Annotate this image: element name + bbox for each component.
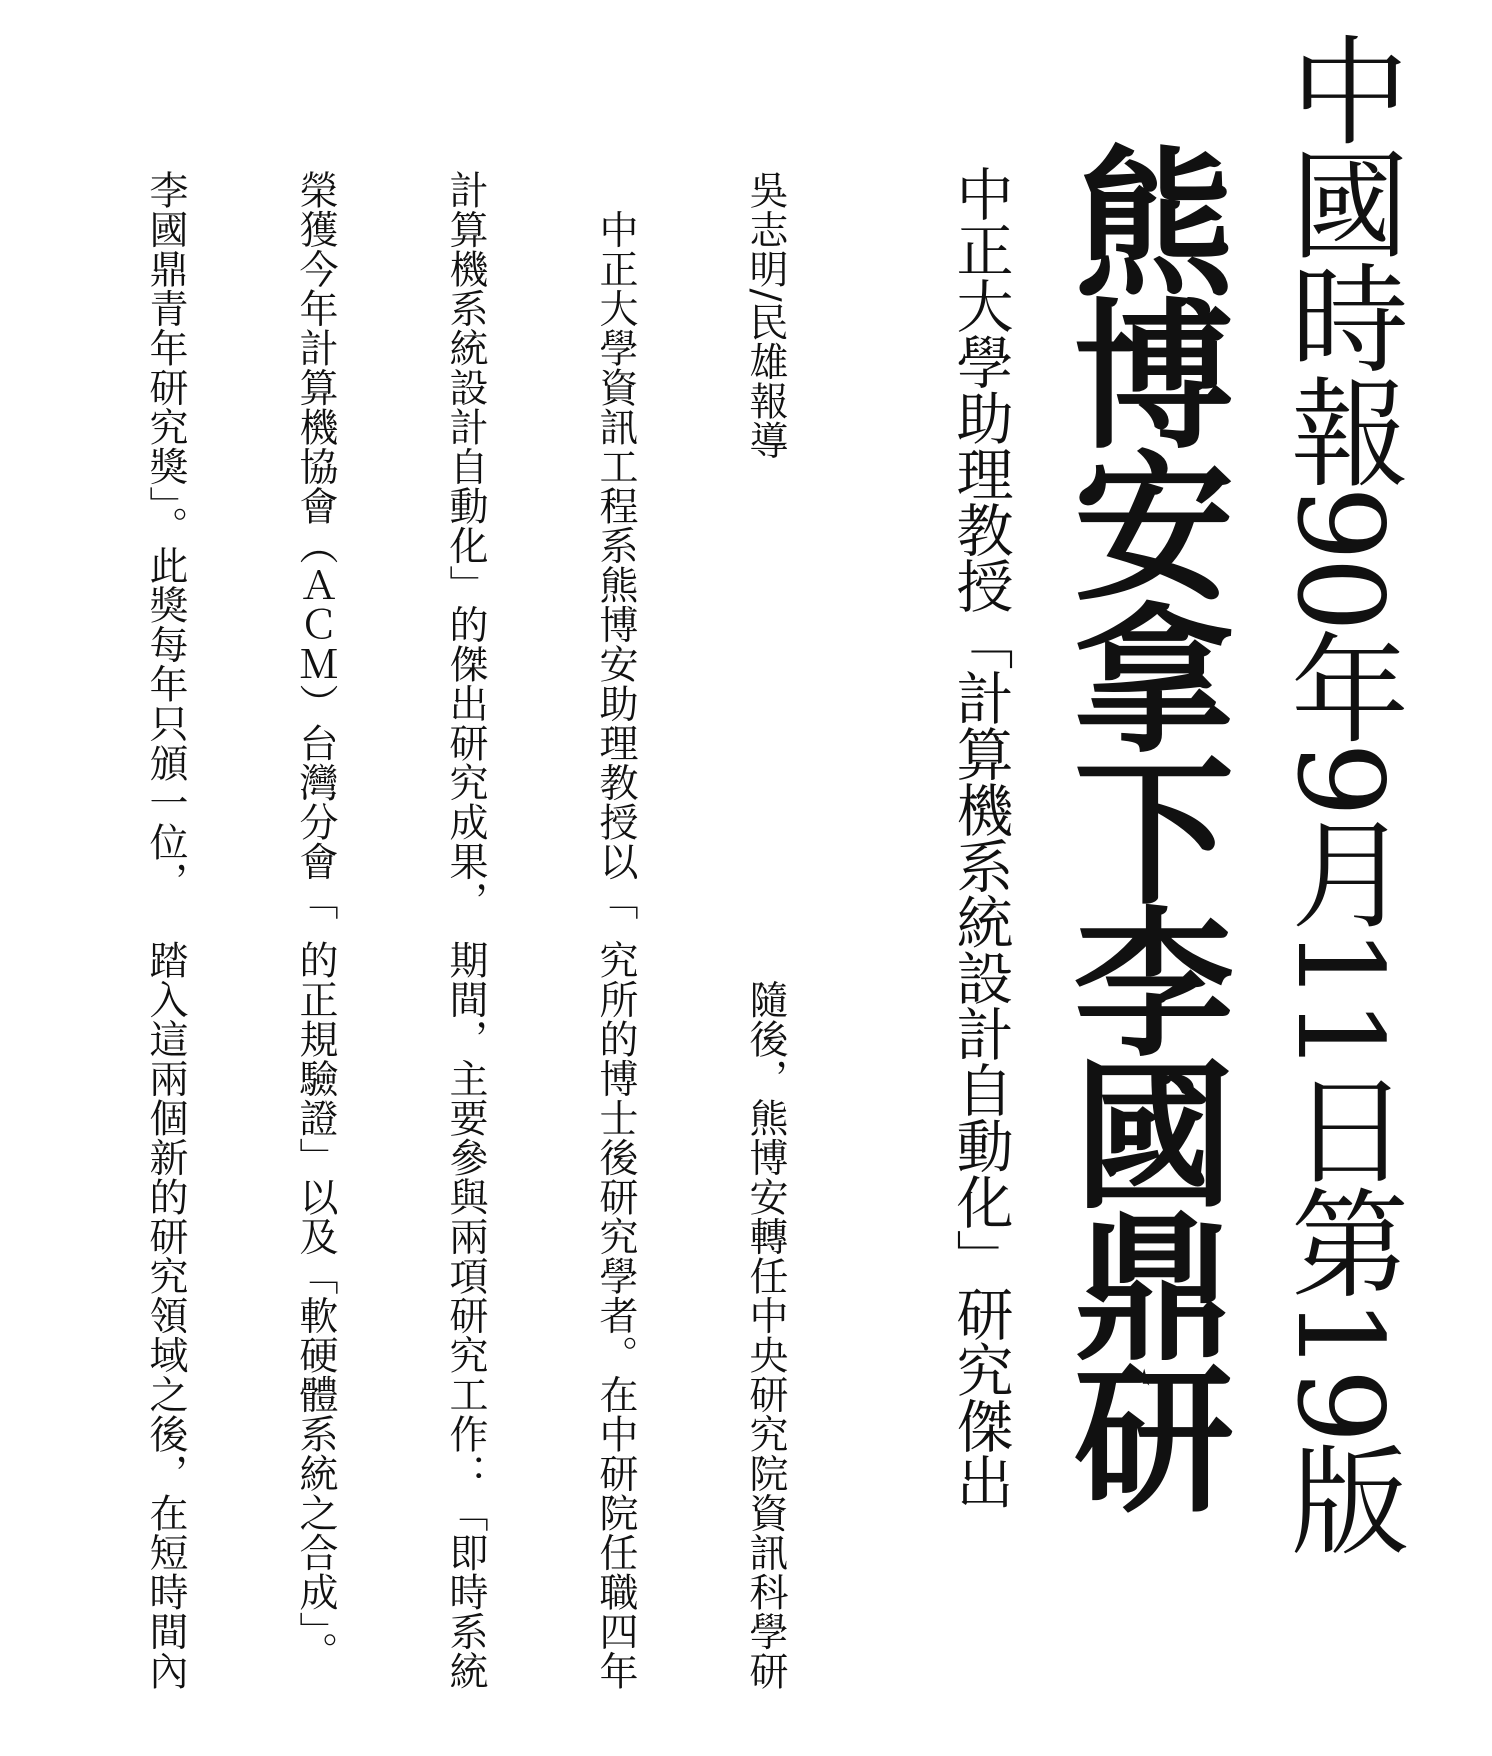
handwritten-source-note: 中國時報90年9月11日第19版 [1271, 30, 1409, 1554]
article-subheadline: 中正大學助理教授「計算機系統設計自動化」研究傑出 [947, 165, 1013, 1509]
body-line: 李國鼎青年研究獎」。此獎每年只頒一位， [143, 170, 188, 901]
body-line: 的正規驗證」以及「軟硬體系統之合成」。 [293, 940, 338, 1671]
body-line: 中正大學資訊工程系熊博安助理教授以「 [593, 170, 638, 921]
body-line: 期間，主要參與兩項研究工作：「即時系統 [443, 940, 488, 1691]
body-line: 隨後，熊博安轉任中央研究院資訊科學研 [743, 940, 788, 1691]
body-line: 榮獲今年計算機協會（ＡＣＭ）台灣分會「 [293, 170, 338, 921]
body-line: 究所的博士後研究學者。在中研院任職四年 [593, 940, 638, 1691]
article-body-top-block [60, 170, 890, 930]
body-line: 計算機系統設計自動化」的傑出研究成果， [443, 170, 488, 921]
body-line: 吳志明/民雄報導 [743, 170, 788, 461]
article-body-bottom-block [40, 940, 890, 1700]
body-line: 踏入這兩個新的研究領域之後，在短時間內 [143, 940, 188, 1691]
article-headline: 熊博安拿下李國鼎研 [1047, 140, 1234, 1508]
